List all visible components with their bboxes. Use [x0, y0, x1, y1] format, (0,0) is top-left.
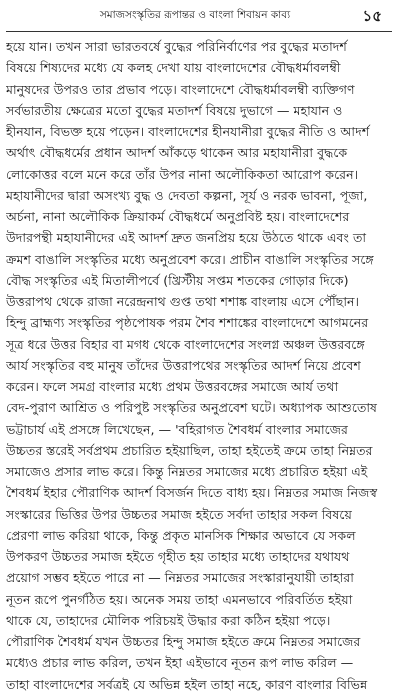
text-line: সমাজেও প্রসার লাভ করে। কিন্তু নিম্নতর সমাজের মধ্যে প্রচারিত হইয়া এই [6, 464, 368, 479]
text-line: আর্য সংস্কৃতির বহু মানুষ তাঁদের উত্তরাপথের সংস্কৃতির আদর্শ নিয়ে প্রবেশ [6, 357, 361, 373]
header-rule [6, 31, 392, 32]
text-line: উপকরণ উচ্চতর সমাজ হইতে গৃহীত হয় তাহার মধ্যে তাহাদের যথাযথ [6, 549, 350, 564]
text-line: ক্রমশ বাঙালি সংস্কৃতির মধ্যে অনুপ্রবেশ করে। প্রাচীন বাঙালি সংস্কৃতির সঙ্গে [6, 251, 374, 267]
body-text [6, 36, 388, 695]
text-line: লোকোত্তর বলে মনে করে তাঁর উপর নানা অলৌকিকতা আরোপ করেন। [6, 166, 359, 182]
text-line: অর্চনা, নানা অলৌকিক ক্রিয়াকর্ম বৌদ্ধধর্মে অনুপ্রবিষ্ট হয়। বাংলাদেশের [6, 209, 350, 224]
text-line: তাহা বাংলাদেশের সর্বত্রই যে অভিন্ন হইল তাহা নহে, কারণ বাংলার বিভিন্ন [6, 676, 368, 692]
text-line: করেন। ফলে সমগ্র বাংলার মধ্যে প্রথম উত্তরবঙ্গের সমাজে আর্য তথা [6, 379, 339, 394]
text-line: হয়ে যান। তখন সারা ভারতবর্ষে বুদ্ধের পরিনির্বাণের পর বুদ্ধের মতাদর্শ [6, 39, 347, 54]
text-line: সর্বভারতীয় ক্ষেত্রের মতো বুদ্ধের মতাদর্শ বিষয়ে দুভাগে — মহাযান ও [6, 102, 343, 118]
running-header: সমাজসংস্কৃতির রূপান্তর ও বাংলা শিবায়ন কাব্য [99, 9, 291, 21]
text-line: অর্থাৎ বৌদ্ধধর্মের প্রধান আদর্শ আঁকড়ে থাকেন আর মহাযানীরা বুদ্ধকে [6, 145, 348, 161]
text-line: হিন্দু ব্রাহ্মণ্য সংস্কৃতির পৃষ্ঠপোষক পরম শৈব শশাঙ্কের বাংলাদেশে আগমনের [6, 315, 369, 331]
text-line: মানুষদের উপরও তার প্রভাব পড়ে। বাংলাদেশে বৌদ্ধধর্মাবলম্বী ব্যক্তিগণ [6, 81, 355, 97]
text-line: প্রেরণা লাভ করিয়া থাকে, কিন্তু প্রকৃত মানসিক শিক্ষার অভাবে যে সকল [6, 527, 356, 543]
page-number: ১৫ [362, 7, 382, 25]
text-line: থাকে যে, তাহাদের মৌলিক পরিচয়ই উদ্ধার করা কঠিন হইয়া পড়ে। [6, 612, 331, 628]
text-line: মধ্যেও প্রচার লাভ করিল, তখন ইহা এইভাবে নূতন রূপ লাভ করিল — [6, 655, 354, 671]
text-line: বেদ-পুরাণ আশ্রিত ও পরিপুষ্ট সংস্কৃতির অনুপ্রবেশ ঘটে। অধ্যাপক আশুতোষ [6, 400, 377, 416]
text-line: সংস্কারের ভিত্তির উপর উচ্চতর সমাজ হইতে সর্বদা তাহার সকল বিষয়ে [6, 506, 352, 522]
text-line: মহাযানীদের দ্বারা অসংখ্য বুদ্ধ ও দেবতা কল্পনা, সূর্য ও নরক ভাবনা, পূজা, [6, 187, 368, 203]
text-line: বিষয়ে শিষ্যদের মধ্যে যে কলহ দেখা যায় বাংলাদেশের বৌদ্ধধর্মাবলম্বী [6, 60, 341, 76]
text-line: শৈবধর্ম ইহার পৌরাণিক আদর্শ বিসর্জন দিতে বাধ্য হয়। নিম্নতর সমাজ নিজস্ব [6, 485, 378, 501]
text-line: উচ্চতর স্তরেই সর্বপ্রথম প্রচারিত হইয়াছিল, তাহা হইতেই ক্রমে তাহা নিম্নতর [6, 442, 373, 458]
text-line: উদারপন্থী মহাযানীদের এই আদর্শ দ্রুত জনপ্রিয় হয়ে উঠতে থাকে এবং তা [6, 230, 367, 246]
text-line: ভট্টাচার্য এই প্রসঙ্গে লিখেছেন, — 'বহিরাগত শৈবধর্ম বাংলার সমাজের [6, 421, 348, 437]
text-line: নূতন রূপে পুনর্গঠিত হয়। অনেক সময় তাহা এমনভাবে পরিবর্তিত হইয়া [6, 591, 353, 607]
text-line: হীনযান, বিভক্ত হয়ে পড়েন। বাংলাদেশের হীনযানীরা বুদ্ধের নীতি ও আদর্শ [6, 124, 370, 139]
text-line: বৌদ্ধ সংস্কৃতির এই মিতালীপর্বে (খ্রিস্টীয় সপ্তম শতকের গোড়ার দিকে) [6, 272, 349, 288]
text-line: উত্তরাপথ থেকে রাজা নরেন্দ্রনাথ গুপ্ত তথা শশাঙ্ক বাংলায় এসে পৌঁছান। [6, 294, 360, 309]
text-line: পৌরাণিক শৈবধর্ম যখন উচ্চতর হিন্দু সমাজ হইতে ক্রমে নিম্নতর সমাজের [6, 634, 361, 649]
text-line: সূত্র ধরে উত্তর বিহার বা মগধ থেকে বাংলাদেশের সংলগ্ন অঞ্চল উত্তরবঙ্গে [6, 336, 365, 352]
text-line: প্রয়োগ সম্ভব হইতে পারে না — নিম্নতর সমাজের সংস্কারানুযায়ী তাহারা [6, 570, 354, 586]
